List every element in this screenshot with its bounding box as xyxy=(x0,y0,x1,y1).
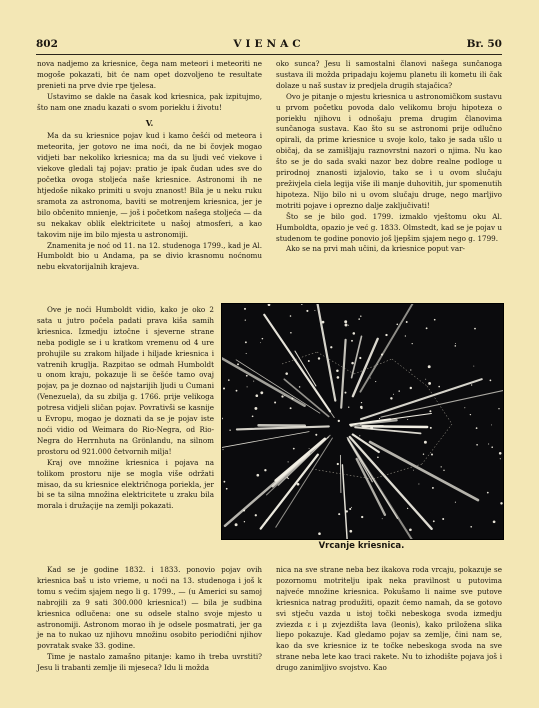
meteor-streak xyxy=(276,439,325,481)
star xyxy=(337,463,339,465)
star xyxy=(260,342,261,343)
star xyxy=(315,434,317,436)
star xyxy=(245,320,246,321)
star xyxy=(418,484,419,485)
star xyxy=(246,353,247,354)
star xyxy=(245,341,247,343)
paragraph: Time je nastalo zamašno pitanje: kamo ih treba uvrstiti? Jesu li trabanti zemlje ili mjeseca? Idu li možda xyxy=(37,652,262,673)
star xyxy=(500,502,502,504)
star xyxy=(493,520,496,523)
star xyxy=(318,357,320,359)
star xyxy=(314,310,315,311)
star xyxy=(337,376,340,379)
star xyxy=(428,382,431,385)
page-header xyxy=(36,38,502,52)
meteor-streak xyxy=(355,427,421,433)
star xyxy=(358,318,360,320)
star xyxy=(351,507,352,508)
star xyxy=(318,532,321,535)
paragraph: Ako se na prvi mah učini, da kriesnice poput var- xyxy=(286,244,465,254)
star xyxy=(361,407,363,409)
star xyxy=(455,502,456,503)
narrow-column xyxy=(37,305,214,512)
star xyxy=(385,334,387,336)
paragraph: Kraj ove množine kriesnica i pojava na tolikom prostoru nije se mogla više održati misao, da su kriesnice električnoga poriekla, jer bi se ta silna množina elektricitete u zraku bila morala i družaçije na zemlji pokazati. xyxy=(37,457,214,511)
star xyxy=(424,441,427,444)
star xyxy=(338,420,340,422)
star xyxy=(235,523,238,526)
meteor-streak xyxy=(341,340,345,408)
paragraph: Kad se je godine 1832. i 1833. ponovio pojav ovih kriesnica baš u isto vrieme, u noći na 13. studenoga i još k tomu s većim sjajem nego li g. 1799., — (u Americi su samoj nabrojili za 9 sati 300.000 kriesnica!) — bila je sudbina kriesnica odlučena: one su odsele stalno svoje mjesto u astronomiji. Astronom morao ih je odsele posmatrati, jer ga je na to nukao uz njihovu množinu osobito periodični njihov povratak svake 33. godine. xyxy=(37,565,262,651)
star xyxy=(262,338,264,340)
star xyxy=(423,454,424,455)
star xyxy=(433,520,435,522)
meteor-streak xyxy=(273,454,309,487)
star xyxy=(336,370,339,373)
star xyxy=(274,401,276,403)
paragraph: Što se je bilo god. 1799. izmaklo vještomu oku Al. Humboldta, opazio je već g. 1833. Olmstedt, kad se je pojav u studenom te godine ponovio još ljepšim sjajem nego g. 1799. xyxy=(276,211,502,243)
star xyxy=(464,407,465,408)
star xyxy=(432,487,434,489)
star xyxy=(222,449,223,450)
star xyxy=(360,315,361,316)
paragraph: Ove je noći Humboldt vidio, kako je oko 2 sata u jutro počela padati prava kiša samih kriesnica. Izmedju iztočne i sjeverne strane neba podigle se i u kratkom vremenu od 4 ure prohujile su zrakom hiljade i hiljade kriesnica i vatrenih kruglja. Razpitao se odmah Humboldt u onom kraju, pokazuje li se češće tamo ovaj pojav, pa je doznao od najstarijih ljudi u Cumani (Venezuela), da su zbilja g. 1766. prije velikoga potresa vidjeli sličan pojav. Povrativši se kasnije u Evropu, mogao je doznati da se je pojav iste noći vidio od Weimara do Rio-Negra, od Rio-Negra do Herrnhuta na Grönlandu, na silnom prostoru od 921.000 četvornih milja! xyxy=(37,305,214,456)
star xyxy=(438,386,440,388)
star xyxy=(487,492,489,494)
constellation-line xyxy=(392,359,427,386)
star xyxy=(407,508,408,509)
paragraph: Ma da su kriesnice pojav kud i kamo češći od meteora i meteorita, jer gotovo ne ima noći, da ne bi čovjek mogao vidjeti bar nekoliko kriesnica; ma da su ljudi već viekove i viekove gledali taj pojav: pratio je ipak čudan udes sve do početka ovoga stoljeća naše kriesnice. Astronomi ih ne htjedoše nikako primiti u svoju znanost! Bila je u neku ruku sramota za astronoma, baviti se motrenjem kriesnica, jer je bilo občenito mnienje, — još i početkom našega stoljeća — da su nekakav oblik elektricitete u našoj atmosferi, a kao takovim nije im bilo mjesta u astronomiji. xyxy=(37,131,262,239)
star xyxy=(353,332,356,335)
star xyxy=(256,474,259,477)
star xyxy=(306,310,308,312)
star xyxy=(244,521,245,522)
star xyxy=(349,508,351,510)
meteor-streak xyxy=(295,351,316,386)
star xyxy=(309,448,310,449)
star xyxy=(359,435,360,436)
star xyxy=(285,372,288,375)
star xyxy=(338,513,340,515)
meteor-shower-illustration xyxy=(221,303,504,540)
star xyxy=(430,427,432,429)
star xyxy=(499,452,502,455)
star xyxy=(409,528,412,531)
bottom-left-column xyxy=(37,565,262,674)
star xyxy=(330,346,332,348)
star xyxy=(434,319,436,321)
meteor-streak xyxy=(237,426,329,429)
star xyxy=(290,315,292,317)
star xyxy=(396,323,398,325)
star xyxy=(288,478,289,479)
star xyxy=(412,343,413,344)
star xyxy=(222,418,223,420)
star xyxy=(229,429,230,430)
star xyxy=(255,394,258,397)
star xyxy=(348,407,349,408)
star xyxy=(308,360,310,362)
star xyxy=(237,363,239,365)
star xyxy=(290,332,292,334)
star xyxy=(442,518,444,520)
star xyxy=(252,415,254,417)
header-rule xyxy=(36,54,502,55)
bottom-right-column xyxy=(276,565,502,674)
star xyxy=(228,379,230,381)
star xyxy=(406,321,408,323)
star xyxy=(345,324,348,327)
constellation-line xyxy=(282,352,317,364)
star xyxy=(349,530,352,533)
star xyxy=(471,384,472,385)
constellation-line xyxy=(427,386,452,424)
star xyxy=(405,335,406,336)
star xyxy=(223,387,225,389)
star xyxy=(491,446,493,448)
star xyxy=(393,394,394,395)
star xyxy=(246,375,248,377)
star xyxy=(351,362,354,365)
star xyxy=(345,392,347,394)
star xyxy=(359,357,361,359)
star xyxy=(361,516,363,518)
star xyxy=(361,402,362,403)
star xyxy=(410,387,412,389)
paragraph: Ustavimo se dakle na časak kod kriesnica, pak izpitujmo, što nam one znadu kazati o svom poriekłu i životu! xyxy=(37,91,262,112)
paragraph: oko sunca? Jesu li samostalni članovi našega sunčanoga sustava ili možda pripadaju kojemu planetu ili kometu ili čak dolaze u naš sustav iz predjela drugih stajačica? xyxy=(276,59,502,90)
star xyxy=(370,378,371,379)
meteor-streak xyxy=(236,360,320,413)
star xyxy=(490,380,492,382)
star xyxy=(470,526,472,528)
star xyxy=(441,466,442,467)
meteor-shower-drawing xyxy=(222,304,503,539)
star xyxy=(375,381,376,382)
star xyxy=(428,365,431,368)
star xyxy=(498,408,499,409)
star xyxy=(382,518,383,519)
star xyxy=(379,418,380,419)
section-heading: V. xyxy=(145,117,154,128)
star xyxy=(377,456,379,458)
star xyxy=(455,343,456,344)
star xyxy=(290,407,292,409)
star xyxy=(348,325,349,326)
star xyxy=(426,327,428,329)
star xyxy=(429,410,431,412)
star xyxy=(443,470,444,471)
star xyxy=(351,340,353,342)
star xyxy=(281,395,283,397)
meteor-streak xyxy=(363,426,428,427)
meteor-streak xyxy=(348,439,412,539)
star xyxy=(488,443,489,444)
star xyxy=(244,308,246,310)
meteor-streak xyxy=(357,459,385,515)
star xyxy=(473,366,474,367)
left-column xyxy=(37,59,262,273)
star xyxy=(260,391,263,394)
star xyxy=(268,304,271,306)
star xyxy=(247,386,248,387)
star xyxy=(226,488,228,490)
star xyxy=(264,469,266,471)
star xyxy=(253,381,254,382)
meteor-streak xyxy=(276,438,333,527)
page-number: 802 xyxy=(36,38,58,50)
star xyxy=(474,328,476,330)
star xyxy=(344,320,347,323)
star xyxy=(413,470,414,471)
star xyxy=(491,424,492,425)
star xyxy=(455,345,457,347)
constellation-line xyxy=(317,352,354,374)
star xyxy=(500,458,501,459)
star xyxy=(425,379,426,380)
star xyxy=(224,481,226,483)
star xyxy=(299,386,301,388)
paragraph: nova nadjemo za kriesnice, čega nam meteori i meteoriti ne mogoše pokazati, bit će nam opet dozvoljeno te resultate prenieti na prve dvie rpe tjelesa. xyxy=(37,59,262,90)
issue-number: Br. 50 xyxy=(466,38,502,50)
meteor-streak xyxy=(350,437,432,529)
star xyxy=(254,407,257,410)
meteor-streak xyxy=(342,465,348,539)
meteor-streak xyxy=(278,437,328,485)
star xyxy=(407,419,408,420)
star xyxy=(236,390,238,392)
star xyxy=(398,390,399,391)
journal-title: VIENAC xyxy=(233,38,305,50)
star xyxy=(293,448,295,450)
paragraph: Znamenita je noć od 11. na 12. studenoga 1799., kad je Al. Humboldt bio u Andama, pa se divio krasnomu noćnomu nebu ekvatorijalnih krajeva. xyxy=(37,240,262,272)
star xyxy=(431,453,433,455)
paragraph: Ovo je pitanje o mjestu kriesnica u astronomičkom sustavu u prvom početku povoda dalo velikomu broju hipoteza o poriekłu njihovu i odnošaju prema drugim članovima sunčanoga sustava. Kao što su se astronomi prije odlučno opirali, da prime kriesnice u svoje kolo, tako je sada ušlo u običaj, da se zamišljaju raznovrstni nazori o njima. Nu kao što se je do sada svaki nazor bez dobre realne podloge u prirodnoj znanosti izjalovio, tako se i u ovom slučaju preživjela ciela legija više ili manje duhovitih, jur spomenutih hipoteza. Nijo bilo ni u ovom slučaju druge, nego marljivo motriti pojave i oprezno dalje zaključivati! xyxy=(276,91,502,210)
star xyxy=(410,369,411,370)
meteor-streak xyxy=(264,315,330,412)
right-column xyxy=(276,59,502,255)
star xyxy=(390,397,392,399)
meteor-streak xyxy=(370,442,478,500)
figure-caption: Vrcanje kriesnica. xyxy=(318,541,405,551)
paragraph: nica na sve strane neba bez ikakova roda vrcaju, pokazuje se pozornomu motritelju ipak neka pravilnost u putovima najveće množine kriesnica. Pokušamo li naime sve putove kriesnica natrag produžiti, opazit ćemo namah, da se gotovo svi stječu vazda u istoj točki nebeskoga svoda izmedju zviezda ε i μ zvjezdišta lava (leonis), kako priložena slika liepo pokazuje. Kad gledamo pojav sa zemlje, čini nam se, kao da sve kriesnice iz te točke nebeskoga svoda na sve strane neba lete kao traci rakete. Nu to izhodište pojava još i drugo zanimljivo svojstvo. Kao xyxy=(276,565,502,673)
star xyxy=(301,304,303,305)
star xyxy=(288,461,289,462)
meteor-streak xyxy=(222,432,309,451)
meteor-streak xyxy=(360,304,414,392)
constellation-line xyxy=(422,424,452,464)
star xyxy=(470,414,471,415)
star xyxy=(255,514,257,516)
star xyxy=(476,427,478,429)
star xyxy=(476,444,478,446)
